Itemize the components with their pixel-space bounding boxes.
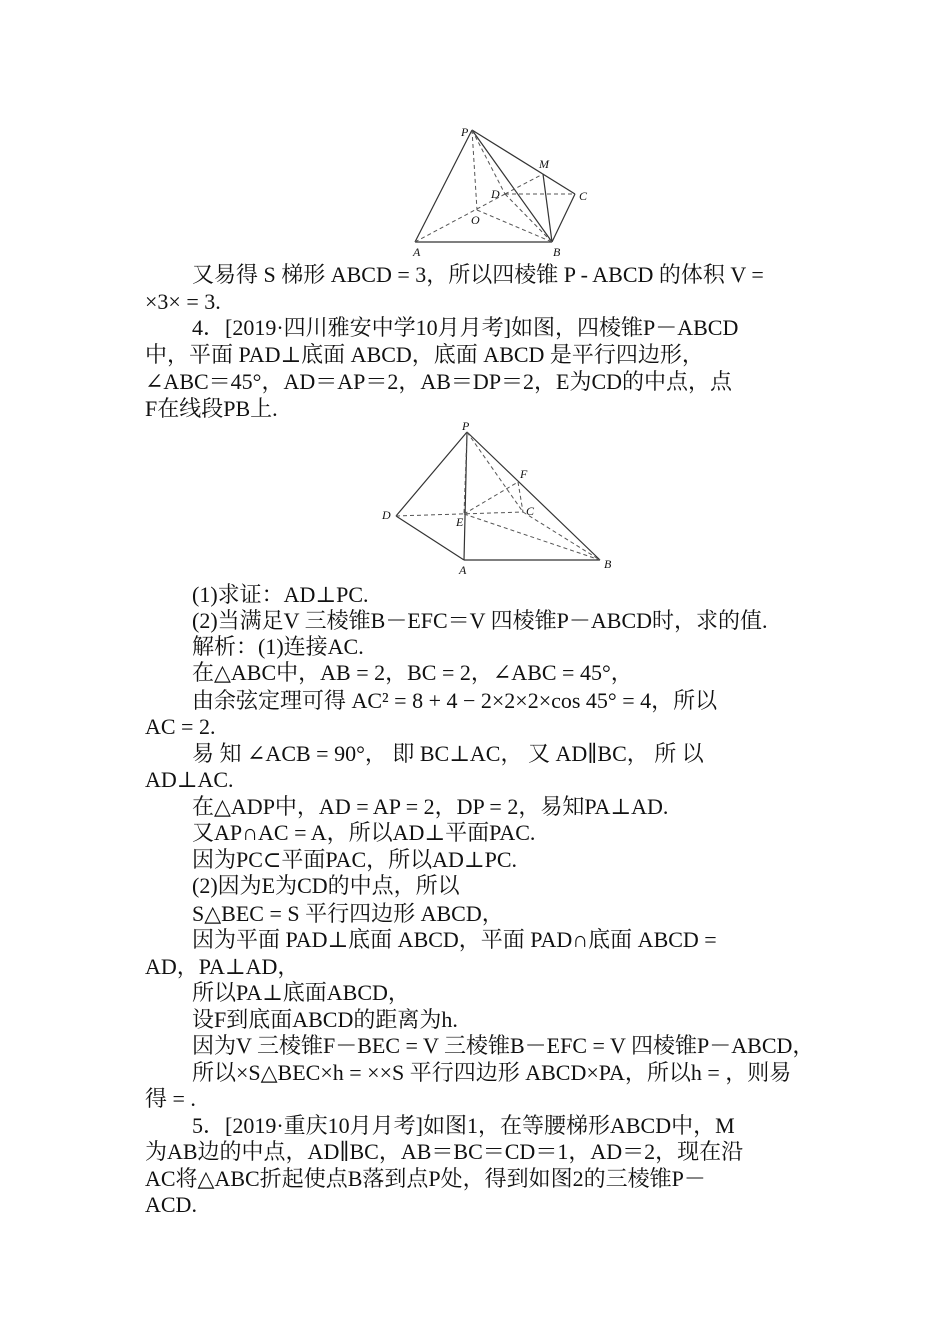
label-F: F — [520, 467, 528, 481]
text-line: (1)求证：AD⊥PC. — [192, 582, 369, 607]
hidden-edge-AD — [415, 194, 505, 242]
hidden-edge-PO — [472, 130, 477, 210]
edge-PA — [415, 130, 472, 242]
text-line: ×3× = 3. — [145, 289, 221, 314]
text-line: AD，PA⊥AD， — [145, 954, 300, 979]
hidden-edge-EB — [464, 514, 600, 560]
text-line: AC将△ABC折起使点B落到点P处，得到如图2的三棱锥P－ — [145, 1166, 706, 1191]
figure-pyramid-1 — [405, 122, 605, 262]
label-C: C — [526, 504, 535, 518]
text-line: 又易得 S 梯形 ABCD = 3，所以四棱锥 P - ABCD 的体积 V = — [192, 262, 764, 287]
text-line: 易 知 ∠ACB = 90°， 即 BC⊥AC， 又 AD∥BC， 所 以 — [192, 741, 704, 766]
text-line: ACD. — [145, 1192, 197, 1217]
text-line: 得 = . — [145, 1086, 196, 1111]
text-line: S△BEC = S 平行四边形 ABCD， — [192, 901, 504, 926]
edge-PD — [396, 432, 467, 516]
text-line: (2)因为E为CD的中点，所以 — [192, 873, 460, 898]
text-line: 在△ABC中，AB = 2，BC = 2，∠ABC = 45°， — [192, 660, 633, 685]
edge-PB — [467, 432, 600, 560]
text-line: AD⊥AC. — [145, 767, 234, 792]
text-line: ∠ABC＝45°，AD＝AP＝2，AB＝DP＝2，E为CD的中点，点 — [145, 369, 733, 394]
label-B: B — [604, 557, 612, 571]
label-C: C — [579, 189, 588, 203]
text-line: 为AB边的中点，AD∥BC，AB＝BC＝CD＝1，AD＝2，现在沿 — [145, 1139, 744, 1164]
text-line: 因为PC⊂平面PAC，所以AD⊥PC. — [192, 847, 517, 872]
text-line: 由余弦定理可得 AC² = 8 + 4 − 2×2×2×cos 45° = 4，所以 — [192, 688, 718, 713]
label-D: D — [491, 187, 500, 201]
edge-BC — [552, 194, 575, 242]
hidden-edge-PC — [467, 432, 523, 512]
text-line: 4．[2019·四川雅安中学10月月考]如图，四棱锥P－ABCD — [192, 315, 739, 340]
text-line: 所以×S△BEC×h = ××S 平行四边形 ABCD×PA，所以h = ，则易 — [192, 1060, 792, 1085]
text-line: 因为V 三棱锥F－BEC = V 三棱锥B－EFC = V 四棱锥P－ABCD， — [192, 1033, 815, 1058]
hidden-edge-CB — [523, 512, 600, 560]
text-line: 设F到底面ABCD的距离为h. — [192, 1007, 458, 1032]
text-line: 所以PA⊥底面ABCD， — [192, 980, 410, 1005]
hidden-edge-FC — [518, 482, 523, 512]
text-line: (2)当满足V 三棱锥B－EFC＝V 四棱锥P－ABCD时，求的值. — [192, 608, 768, 633]
label-A: A — [413, 245, 421, 259]
text-line: 中，平面 PAD⊥底面 ABCD，底面 ABCD 是平行四边形， — [145, 342, 704, 367]
text-line: 因为平面 PAD⊥底面 ABCD，平面 PAD∩底面 ABCD = — [192, 927, 717, 952]
text-line: F在线段PB上. — [145, 396, 278, 421]
label-O: O — [471, 213, 480, 227]
text-line: 在△ADP中，AD = AP = 2，DP = 2，易知PA⊥AD. — [192, 794, 669, 819]
text-line: 解析：(1)连接AC. — [192, 634, 364, 659]
text-line: 又AP∩AC = A，所以AD⊥平面PAC. — [192, 820, 536, 845]
label-D: D — [382, 508, 391, 522]
text-line: AC = 2. — [145, 714, 216, 739]
label-A: A — [459, 563, 467, 577]
hidden-edge-DB — [505, 194, 552, 242]
label-P: P — [461, 125, 469, 139]
edge-PC — [472, 130, 575, 194]
hidden-edge-EF — [464, 482, 518, 514]
label-M: M — [539, 157, 549, 171]
edge-DA — [396, 516, 464, 560]
text-line: 5．[2019·重庆10月月考]如图1，在等腰梯形ABCD中，M — [192, 1113, 735, 1138]
label-B: B — [553, 245, 561, 259]
figure-pyramid-2 — [378, 420, 618, 580]
label-E: E — [456, 515, 464, 529]
label-P: P — [462, 420, 470, 433]
